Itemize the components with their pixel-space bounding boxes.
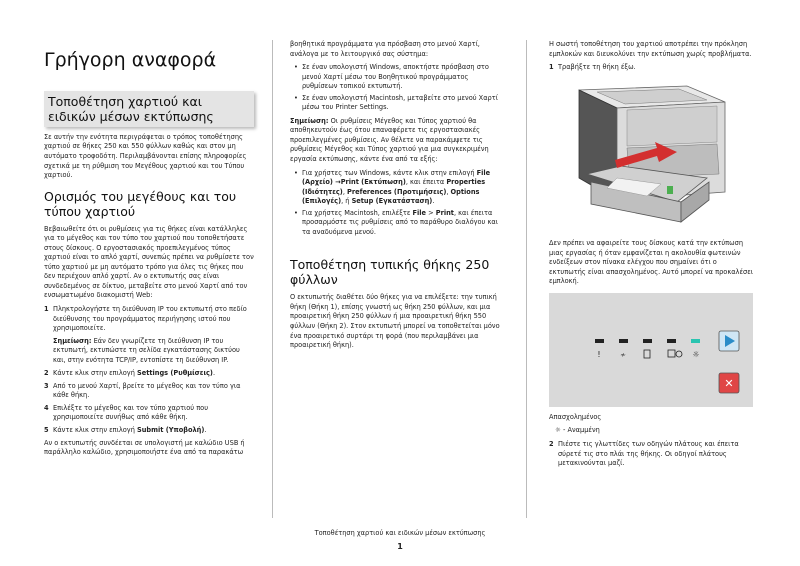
bullet-text [302,209,502,238]
bullet-text: Σε έναν υπολογιστή Macintosh, μεταβείτε στο μενού Χαρτί μέσω του Printer Settings. [302,93,498,112]
step-item [44,305,254,334]
led-caption-text: - Αναμμένη [560,426,600,435]
bullet-text: Σε έναν υπολογιστή Windows, αποκτήστε πρόσβαση στο μενού Χαρτί μέσω του Βοηθητικού προγράμματος ρυθμίσεων τοπικού εκτυπωτή. [302,63,489,91]
led-caption [555,426,754,436]
lead-paragraph: βοηθητικά προγράμματα για πρόσβαση στο μενού Χαρτί, ανάλογα με το λειτουργικό σας σύστημα: [290,40,480,58]
bullet-icon: • [294,93,298,102]
column-1 [44,40,254,462]
step-text: Από το μενού Χαρτί, βρείτε το μέγεθος και τον τύπο για κάθε θήκη. [53,381,241,400]
led-indicator [667,339,676,343]
text-fragment: , και έπειτα [405,178,447,187]
page-title: Γρήγορη αναφορά [44,49,217,71]
step-text-post: . [204,426,207,435]
subsection-title: Ορισμός του μεγέθους και του τύπου χαρτιού [44,188,237,219]
step-text-pre: Κάντε κλικ στην επιλογή [53,369,137,378]
text-fragment: , ή [341,197,352,206]
note [290,117,502,165]
step-item [549,63,754,73]
step-item [44,404,254,423]
note-label: Σημείωση: [290,116,329,125]
control-panel-illustration [549,293,753,407]
step-number: 2 [44,369,49,378]
light-icon: ☼ [555,426,561,435]
step-text: Τραβήξτε τη θήκη έξω. [558,63,636,72]
note-text: Εάν δεν γνωρίζετε τη διεύθυνση IP του εκτυπωτή, εκτυπώστε τη σελίδα εγκατάστασης δικτύου και, στην ενότητα TCP/IP, εντοπίστε τη διεύθυνση IP. [53,336,240,364]
subsection-intro: Βεβαιωθείτε ότι οι ρυθμίσεις για τις θήκες είναι κατάλληλες για το μέγεθος και τον τύπο του χαρτιού που τοποθετήσατε στους δίσκους. Ο εργοστασιακός προεπιλεγμένος τύπος χαρτιού είναι το απλό χαρτί, συνεπώς πρέπει να ρυθμίσετε τον τύπο χαρτιού με μη αυτόματο τρόπο για όλες τις θήκες που δεν περιέχουν απλό χαρτί. Αν ο εκτυπωτής σας είναι συνδεδεμένος σε δίκτυο, μεταβείτε στο μενού Χαρτί από τον ενσωματωμένο διακομιστή Web: [44,224,254,300]
section-header [44,91,254,127]
options-option: Options (Επιλογές) [302,187,480,206]
section-title: Τοποθέτηση χαρτιού και ειδικών μέσων εκτύπωσης [48,93,214,124]
note-label: Σημείωση: [53,336,92,345]
settings-option: Settings (Ρυθμίσεις) [136,369,213,378]
step-text-pre: Κάντε κλικ στην επιλογή [53,426,137,435]
print-option: Print [435,208,454,217]
step-number: 1 [549,63,554,72]
step-number: 3 [44,381,49,390]
text-fragment: , [446,187,451,196]
step-item [44,369,254,379]
text-fragment: Για χρήστες Macintosh, επιλέξτε [302,208,413,217]
bullet-icon: • [294,208,298,217]
list-item [294,169,502,207]
busy-caption: Απασχολημένος [549,412,602,421]
column-divider-left [272,40,273,518]
step-text [53,426,254,436]
bullet-text [302,169,502,207]
step-text [53,369,254,379]
warning-paragraph: Δεν πρέπει να αφαιρείτε τους δίσκους κατά την εκτύπωση μιας εργασίας ή όταν εμφανίζεται η ακολουθία φωτεινών ενδείξεων στον πίνακα ελέγχου που σημαίνει ότι ο εκτυπωτής είναι απασχολημένος. Αυτό μπορεί να προκαλέσει εμπλοκή. [549,239,753,286]
text-fragment: Για χρήστες των Windows, κάντε κλικ στην επιλογή [302,168,477,177]
step-text: Πληκτρολογήστε τη διεύθυνση IP του εκτυπωτή στο πεδίο διεύθυνσης του προγράμματος περιήγησης ιστού που χρησιμοποιείτε. [53,305,247,333]
file-print-option: File (Αρχείο) →Print (Εκτύπωση) [302,168,491,187]
note [53,337,254,366]
page-number: 1 [397,542,403,551]
list-item [294,94,502,113]
led-indicator-on [691,339,700,343]
properties-option: Properties (Ιδιότητες) [302,178,486,196]
bullet-icon: • [294,63,298,72]
svg-text:☼: ☼ [692,349,700,359]
list-item [294,209,502,238]
text-fragment: , [342,187,348,196]
step-text: Πιέστε τις γλωττίδες των οδηγών πλάτους και έπειτα σύρετέ τις στο πλάι της θήκης. Οι οδηγοί πλάτους μετακινούνται μαζί. [558,440,739,468]
printer-tray-illustration [557,82,727,230]
submit-option: Submit (Υποβολή) [136,426,205,435]
step-text-post: . [212,369,216,378]
text-fragment: > [426,208,436,217]
step-item [44,426,254,436]
control-panel-graphic [549,293,753,407]
step-number: 4 [44,403,49,412]
text-fragment: , και έπειτα προσαρμόστε τις ρυθμίσεις από το παράθυρο διαλόγου και τα αναδυόμενα μενού. [302,208,498,236]
text-fragment: . [432,197,435,206]
bullet-icon: • [294,168,298,177]
step-number: 2 [549,440,554,449]
step-item [44,382,254,401]
subsection-text: Ο εκτυπωτής διαθέτει δύο θήκες για να επιλέξετε: την τυπική θήκη (Θήκη 1), επίσης γνωστή ως θήκη 250 φύλλων, και μια προαιρετική θήκη 250 φύλλων ή μια προαιρετική θήκη 550 φύλλων (Θήκη 2). Στον εκτυπωτή μπορεί να τοποθετείται μόνο ένα προαιρετικό συρτάρι τη φορά (που περιλαμβάνει μια προαιρετική θήκη). [290,293,500,350]
step-number: 1 [44,305,49,313]
stop-icon: ✕ [724,376,734,390]
step-text: Επιλέξτε το μέγεθος και τον τύπο χαρτιού που χρησιμοποιείτε συνήθως από κάθε θήκη. [53,403,209,422]
svg-text:≁: ≁ [620,350,626,359]
step-number: 5 [44,426,49,435]
column-3 [549,40,754,472]
intro-paragraph: Σε αυτήν την ενότητα περιγράφεται ο τρόπος τοποθέτησης χαρτιού σε θήκες 250 και 550 φύλλων καθώς και στον μη αυτόματο τροφοδότη. Περιλαμβάνονται επίσης πληροφορίες σχετικά με τη ρύθμιση του Μεγέθους χαρτιού και του Τύπου χαρτιού. [44,132,247,180]
column-2 [290,40,502,355]
subsection-title: Τοποθέτηση τυπικής θήκης 250 φύλλων [290,257,490,288]
list-item [294,63,502,92]
closing-paragraph: Αν ο εκτυπωτής συνδέεται σε υπολογιστή με καλώδιο USB ή παράλληλο καλώδιο, χρησιμοποιήστε ένα από τα παρακάτω [44,438,245,457]
step-item [549,440,754,469]
intro-paragraph: Η σωστή τοποθέτηση του χαρτιού αποτρέπει την πρόκληση εμπλοκών και διευκολύνει την εκτύπωση χωρίς προβλήματα. [549,40,752,58]
led-indicator [643,339,652,343]
led-indicator [595,339,604,343]
file-option: File [412,208,427,217]
page-footer: Τοποθέτηση χαρτιού και ειδικών μέσων εκτύπωσης [314,529,486,537]
note-text: Οι ρυθμίσεις Μέγεθος και Τύπος χαρτιού θα αποθηκευτούν έως ότου επαναφέρετε τις εργοστασιακές προεπιλεγμένες ρυθμίσεις. Αν θέλετε να παρακάμψετε τις ρυθμίσεις Μέγεθος και Τύπος χαρτιού για μια συγκεκριμένη εργασία εκτύπωσης, κάντε ένα από τα εξής: [290,116,489,164]
setup-option: Setup (Εγκατάσταση) [351,197,433,206]
column-divider-right [526,40,527,518]
led-indicator [619,339,628,343]
preferences-option: Preferences (Προτιμήσεις) [347,187,447,196]
svg-text:!: ! [597,349,601,359]
